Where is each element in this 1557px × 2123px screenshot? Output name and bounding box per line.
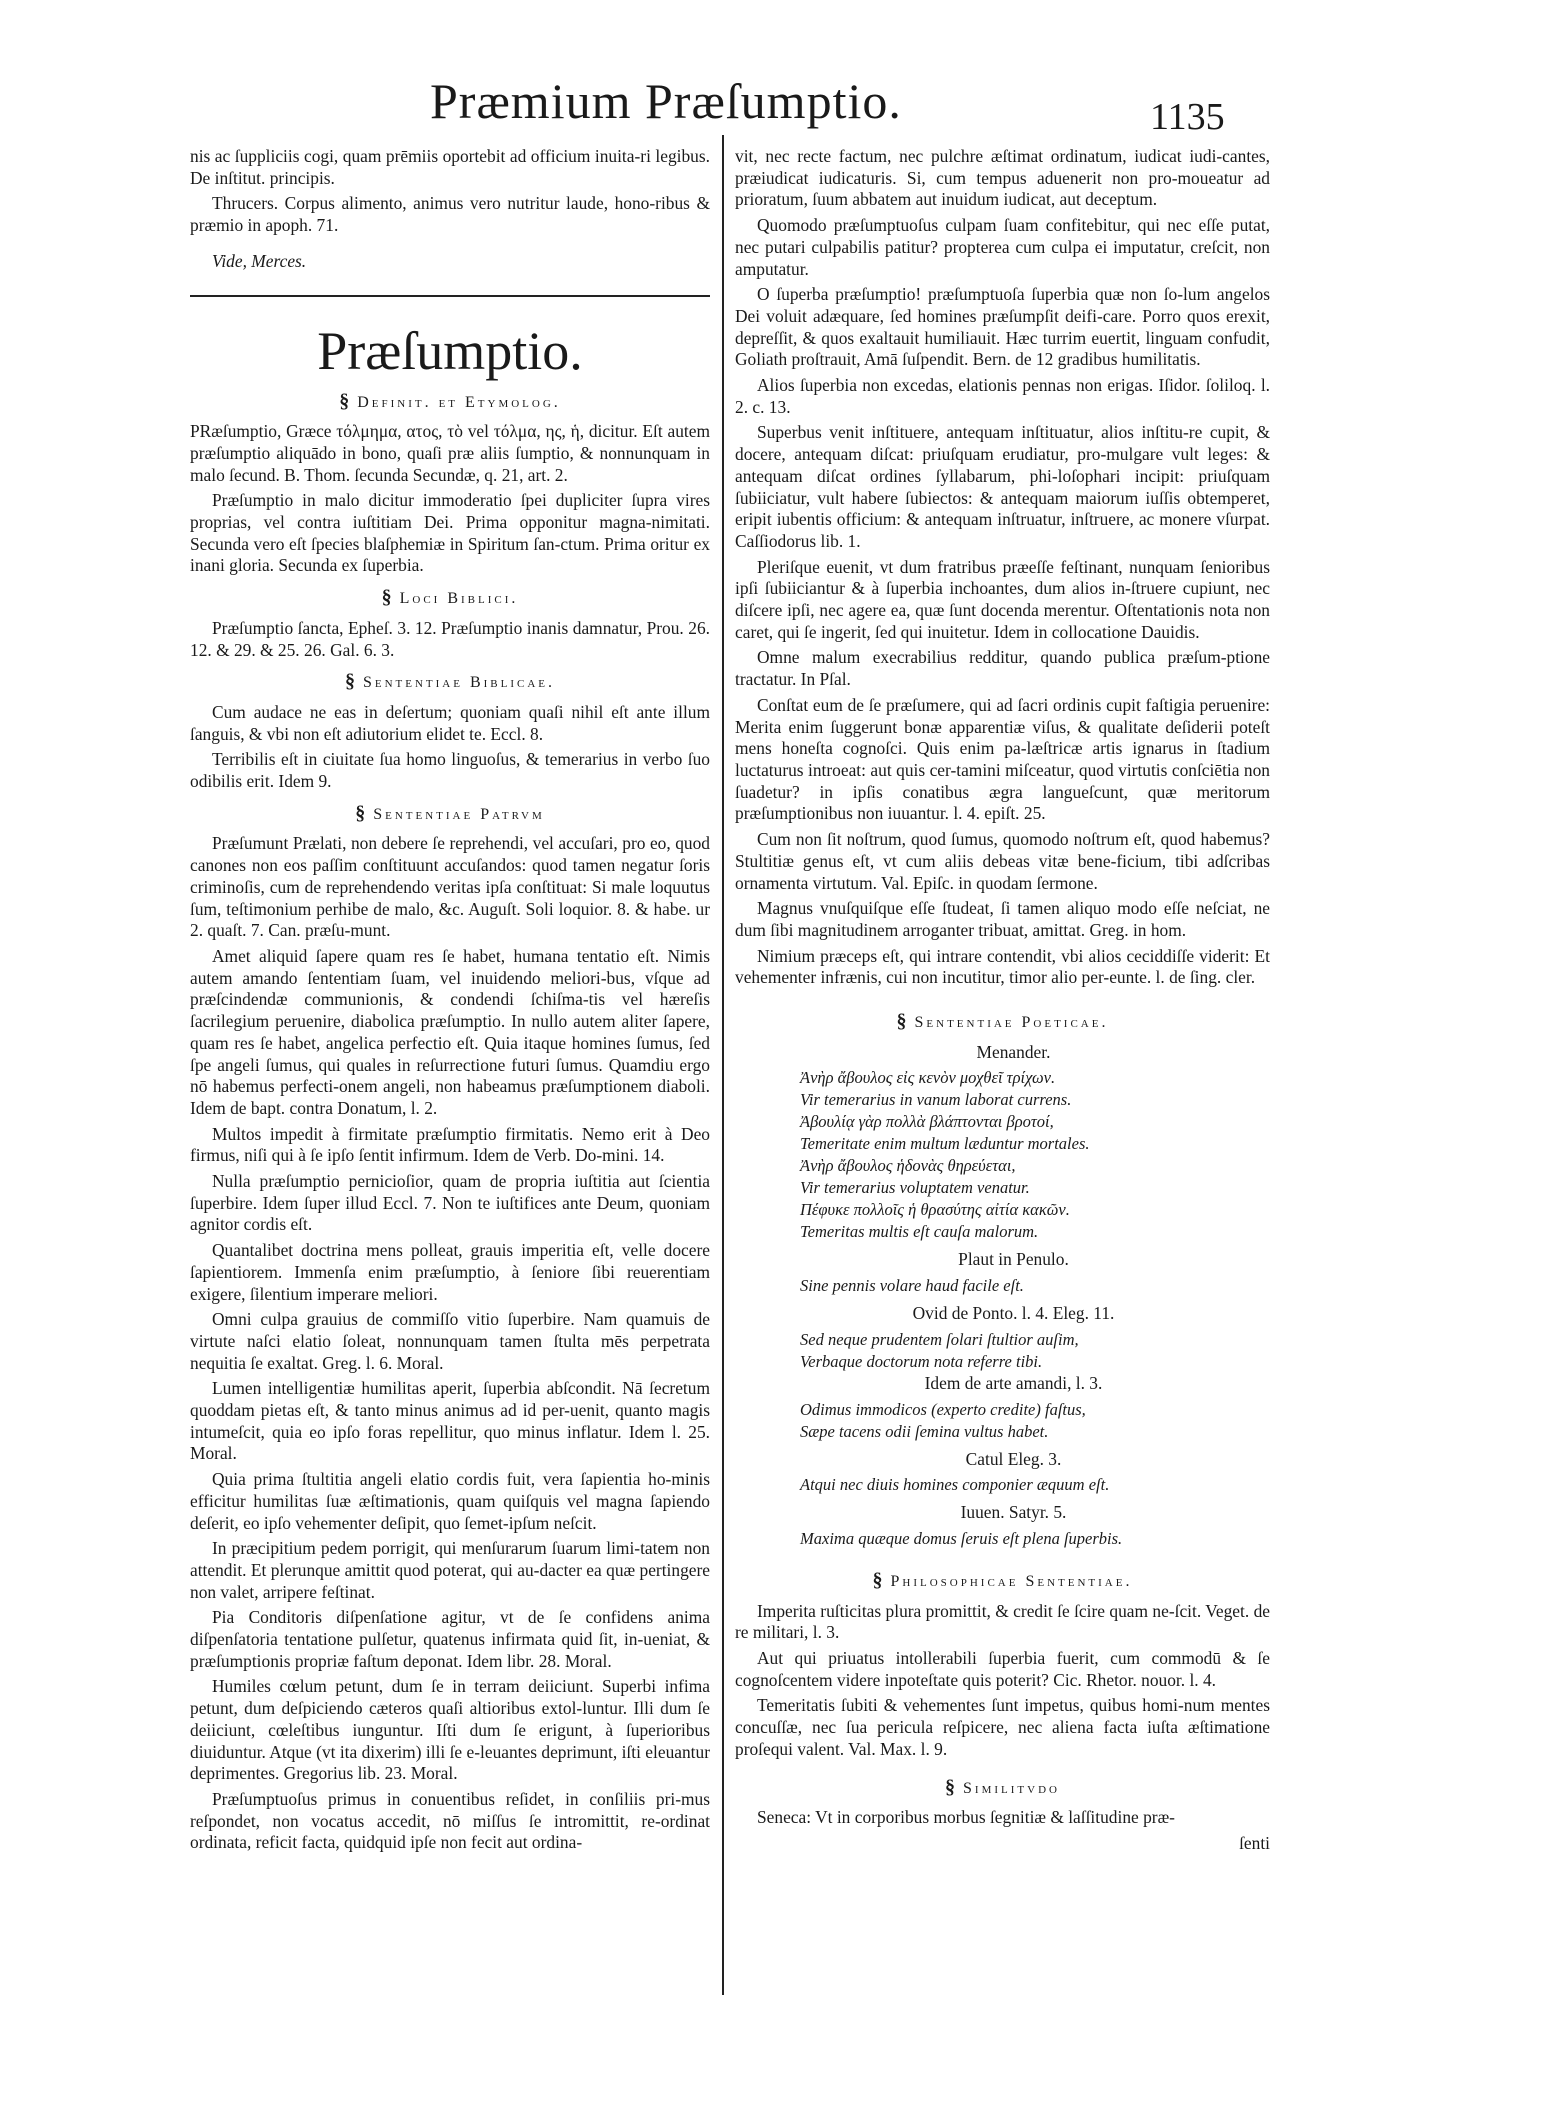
paragraph: In præcipitium pedem porrigit, qui menſurarum ſuarum limi-tatem non attendit. Et plerunque amittit quod poterat, qui au-dacter ea quæ pertingere non valet, arripere feſtinat. bbox=[190, 1538, 710, 1602]
verse-heading: Idem de arte amandi, l. 3. bbox=[924, 1372, 1103, 1393]
pilcrow-icon: § bbox=[339, 389, 350, 412]
paragraph: Pia Conditoris diſpenſatione agitur, vt de ſe confidens anima diſpenſatoria tentatione pulſetur, quatenus infirmata quid ſit, in-ueniat, & præſumptionis propriæ faſtum deponat. Idem libr. 28. Moral. bbox=[190, 1607, 710, 1671]
verse-block-ovid bbox=[735, 1329, 1270, 1373]
section-rule bbox=[190, 295, 710, 297]
section-title: Præſumptio. bbox=[317, 320, 583, 381]
paragraph: Omni culpa grauius de commiſſo vitio ſuperbire. Nam quamuis de virtute naſci elatio ſoleat, nonnunquam tamen ſtulta mēs perpetrata nequitia ſe exaltat. Greg. l. 6. Moral. bbox=[190, 1309, 710, 1373]
verse-heading: Ovid de Ponto. l. 4. Eleg. 11. bbox=[912, 1303, 1115, 1324]
verse-block-menander bbox=[735, 1067, 1270, 1243]
verse-line: Ἀβουλίᾳ γὰρ πολλὰ βλάπτονται βροτοί, bbox=[800, 1112, 1054, 1132]
verse-line: Verbaque doctorum nota referre tibi. bbox=[800, 1351, 1043, 1371]
paragraph: O ſuperba præſumptio! præſumptuoſa ſuperbia quæ non ſo-lum angelos Dei voluit adæquare, ſed homines præſumpſit deifi-care. Porro quos erexit, depreſſit, & quos exaltauit humiliauit. Hæc turrim euertit, linguam confudit, Goliath proſtrauit, Amā ſuſpendit. Bern. de 12 gradibus humilitatis. bbox=[735, 284, 1270, 370]
paragraph: Cum non ſit noſtrum, quod ſumus, quomodo noſtrum eſt, quod habemus? Stultitiæ genus eſt, vt cum aliis debeas vitæ bene-ficium, tibi adſcribas ornamenta virtutum. Val. Epiſc. in quodam ſermone. bbox=[735, 829, 1270, 893]
paragraph: Conſtat eum de ſe præſumere, qui ad ſacri ordinis cupit faſtigia peruenire: Merita enim ſuggerunt bonæ apparentiæ viſus, & qualitate deſiderii poteſt mens honeſta cognoſci. Quis enim pa-læſtricæ artis ignarus in ſtadium luctaturus introeat: aut quis cer-tamini miſceatur, quod virtutis conſciētia non ſuadetur? in ipſis conatibus ægra langueſcunt, quæ meritorum præſumptionibus non iuuantur. l. 4. epiſt. 25. bbox=[735, 694, 1270, 824]
verse-line: Maxima quæque domus ſeruis eſt plena ſuperbis. bbox=[800, 1528, 1123, 1548]
verse-block-catul bbox=[735, 1474, 1270, 1496]
pilcrow-icon: § bbox=[381, 586, 392, 609]
verse-line: Atqui nec diuis homines componier æquum eſt. bbox=[800, 1475, 1110, 1495]
left-column bbox=[190, 146, 710, 1858]
paragraph: Amet aliquid ſapere quam res ſe habet, humana tentatio eſt. Nimis autem amando ſententiam ſuam, vel inuidendo meliori-bus, vſque ad præſcindendæ communionis, & condendi ſchiſma-tis vel hæreſis ſacrilegium peruenire, diabolica præſumptio. In nullo autem aliter ſapere, quam res ſe habet, angelica perfectio eſt. Quia itaque homines ſumus, ſed ſpe angeli ſumus, qui quales in reſurrectione futuri ſumus. Quamdiu ergo nō habemus perfecti-onem angeli, non habeamus præſumptionem diaboli. Idem de bapt. contra Donatum, l. 2. bbox=[190, 945, 710, 1118]
verse-line: Temeritas multis eſt cauſa malorum. bbox=[800, 1222, 1039, 1242]
verse-line: Πέφυκε πολλοῖς ἡ θρασύτης αἰτία κακῶν. bbox=[800, 1200, 1070, 1220]
catchword: ſenti bbox=[1239, 1832, 1270, 1853]
paragraph: Terribilis eſt in ciuitate ſua homo linguoſus, & temerarius in verbo ſuo odibilis erit. Idem 9. bbox=[190, 749, 710, 792]
paragraph: Præſumptio ſancta, Epheſ. 3. 12. Præſumptio inanis damnatur, Prou. 26. 12. & 29. & 25. 26. Gal. 6. 3. bbox=[190, 617, 710, 660]
paragraph: Thrucers. Corpus alimento, animus vero nutritur laude, hono-ribus & præmio in apoph. 71. bbox=[190, 193, 710, 236]
paragraph: vit, nec recte factum, nec pulchre æſtimat ordinatum, iudicat iudi-cantes, præiudicat iudicaturis. Si, cum tempus aduenerit non pro-moueatur ad prioratum, ſuum abbatem aut inuidum iudicat, aut deceptum. bbox=[735, 146, 1270, 210]
paragraph: Temeritatis ſubiti & vehementes ſunt impetus, quibus homi-num mentes concuſſæ, nec ſua pericula reſpicere, nec aliena facta iuſta æſtimatione proſequi valent. Val. Max. l. 9. bbox=[735, 1695, 1270, 1759]
paragraph: Aut qui priuatus intollerabili ſuperbia fuerit, cum commodū & ſe cognoſcentem videre inpoteſtate quis poterit? Cic. Rhetor. nouor. l. 4. bbox=[735, 1648, 1270, 1690]
subheading-philosophicae: § Philosophicae Sententiae. bbox=[872, 1568, 1133, 1591]
page-header-title: Præmium Præſumptio. bbox=[430, 73, 902, 129]
cross-reference: Vide, Merces. bbox=[212, 250, 307, 271]
subheading-poeticae: § Sententiae Poeticae. bbox=[896, 1010, 1109, 1033]
paragraph: Lumen intelligentiæ humilitas aperit, ſuperbia abſcondit. Nā ſecretum quoddam pietas eſt, & tanto minus animus ad id per-uenit, quanto magis intumeſcit, quia eo ipſo foras repellitur, quo minus inflatur. Idem l. 25. Moral. bbox=[190, 1378, 710, 1464]
paragraph: Quomodo præſumptuoſus culpam ſuam confitebitur, qui nec eſſe putat, nec putari culpabilis patitur? propterea cum culpa ei imputatur, creſcit, non amputatur. bbox=[735, 215, 1270, 279]
verse-line: Odimus immodicos (experto credite) faſtus, bbox=[800, 1399, 1086, 1419]
paragraph: Pleriſque euenit, vt dum fratribus præeſſe feſtinant, nunquam ſenioribus ipſi ſubiiciantur & à ſuperbia inchoantes, dum alios in-ſtruere cupiunt, nec diſcere ipſi, nec agere ea, quæ ſunt docenda merentur. Oſtentationis nota non caret, qui ſe ingerit, ſed qui inuitetur. Idem in collocatione Dauidis. bbox=[735, 556, 1270, 642]
verse-line: Ἀνὴρ ἄβουλος ἡδονὰς θηρεύεται, bbox=[800, 1156, 1016, 1176]
paragraph: Præſumptio in malo dicitur immoderatio ſpei dupliciter ſupra vires proprias, vel contra iuſtitiam Dei. Prima opponitur magna-nimitati. Secunda vero eſt ſpecies blaſphemiæ in Spiritum ſan-ctum. Prima oritur ex inani gloria. Secunda ex ſuperbia. bbox=[190, 490, 710, 576]
page-number: 1135 bbox=[1150, 96, 1225, 138]
paragraph: Cum audace ne eas in deſertum; quoniam quaſi nihil eſt ante illum ſanguis, & vbi non eſt adiutorium elidet te. Eccl. 8. bbox=[190, 701, 710, 744]
paragraph: Præſumptuoſus primus in conuentibus reſidet, in conſiliis pri-mus reſpondet, non vocatus accedit, nō miſſus ſe intromittit, re-ordinat ordinata, reficit facta, quidquid ipſe non fecit aut ordina- bbox=[190, 1789, 710, 1853]
verse-block-iuuen bbox=[735, 1528, 1270, 1550]
paragraph: Imperita ruſticitas plura promittit, & credit ſe ſcire quam ne-ſcit. Veget. de re militari, l. 3. bbox=[735, 1600, 1270, 1643]
paragraph: Humiles cœlum petunt, dum ſe in terram deiiciunt. Superbi infima petunt, dum deſpiciendo cæteros quaſi altioribus extol-luntur. Illi dum ſe deiiciunt, cœleſtibus iunguntur. Iſti dum ſe erigunt, à ſuperioribus diuiduntur. Atque (vt ita dixerim) illi ſe e-leuantes deprimunt, iſti eleuantur deprimentes. Gregorius lib. 23. Moral. bbox=[190, 1676, 710, 1784]
paragraph: Quantalibet doctrina mens polleat, grauis imperitia eſt, velle docere ſapientiorem. Immenſa enim præſumptio, à ſeniore ſibi reuerentiam exigere, ſilentium imperare meliori. bbox=[190, 1240, 710, 1304]
pilcrow-icon: § bbox=[355, 801, 366, 824]
pilcrow-icon: § bbox=[945, 1775, 956, 1798]
verse-line: Vir temerarius voluptatem venatur. bbox=[800, 1178, 1030, 1198]
verse-heading: Catul Eleg. 3. bbox=[965, 1448, 1062, 1469]
verse-block-plaut bbox=[735, 1275, 1270, 1297]
verse-line: Sine pennis volare haud facile eſt. bbox=[800, 1276, 1024, 1296]
right-column bbox=[735, 146, 1270, 1855]
verse-line: Sed neque prudentem ſolari ſtultior auſim, bbox=[800, 1329, 1079, 1349]
paragraph: Alios ſuperbia non excedas, elationis pennas non erigas. Iſidor. ſoliloq. l. 2. c. 13. bbox=[735, 375, 1270, 417]
paragraph: Magnus vnuſquiſque eſſe ſtudeat, ſi tamen aliquo modo eſſe neſciat, ne dum ſibi magnitudinem arroganter tribuat, amittat. Greg. in hom. bbox=[735, 898, 1270, 940]
pilcrow-icon: § bbox=[872, 1568, 883, 1591]
verse-block-ovid-2 bbox=[735, 1399, 1270, 1443]
paragraph: PRæſumptio, Græce τόλμημα, ατος, τὸ vel τόλμα, ης, ἡ, dicitur. Eſt autem præſumptio aliquādo in bono, quaſi præ aliis ſumptio, & nonnunquam in malo ſecund. B. Thom. ſecunda Secundæ, q. 21, art. 2. bbox=[190, 421, 710, 485]
column-divider bbox=[722, 135, 724, 1995]
subheading-biblicae: § Sententiae Biblicae. bbox=[344, 670, 556, 693]
paragraph: nis ac ſuppliciis cogi, quam prēmiis oportebit ad officium inuita-ri legibus. De inſtitut. principis. bbox=[190, 146, 710, 188]
pilcrow-icon: § bbox=[344, 670, 355, 693]
verse-heading: Iuuen. Satyr. 5. bbox=[960, 1502, 1067, 1523]
subheading-patrum: § Sententiae Patrvm bbox=[355, 801, 545, 824]
verse-line: Ἀνὴρ ἄβουλος εἰς κενὸν μοχθεῖ τρίχων. bbox=[800, 1068, 1056, 1088]
verse-line: Sæpe tacens odii ſemina vultus habet. bbox=[800, 1421, 1049, 1441]
paragraph: Nimium præceps eſt, qui intrare contendit, vbi alios ceciddiſſe viderit: Et vehementer infrænis, cui non incutitur, timor alio per-eunte. l. de ſing. cler. bbox=[735, 945, 1270, 988]
paragraph: Superbus venit inſtituere, antequam inſtituatur, alios inſtitu-re cupit, & docere, antequam diſcat: priuſquam erudiatur, pro-mulgare vult leges: & antequam diſcat ordines ſyllabarum, phi-loſophari incipit: priuſquam ſubiiciatur, vult habere ſubiectos: & antequam maiorum iuſſis obtemperet, eripit iubentis officium: & antequam inſtruatur, inſtruere, ac monere vſurpat. Caſſiodorus lib. 1. bbox=[735, 422, 1270, 551]
paragraph: Quia prima ſtultitia angeli elatio cordis fuit, vera ſapientia ho-minis efficitur humilitas ſuæ æſtimationis, quam quiſquis vel magna ſapiendo deſerit, eo ipſo vehementer deſipit, quo ſemet-ipſum neſcit. bbox=[190, 1469, 710, 1533]
paragraph: Omne malum execrabilius redditur, quando publica præſum-ptione tractatur. In Pſal. bbox=[735, 647, 1270, 690]
subheading-similitudo: § Similitvdo bbox=[945, 1775, 1060, 1798]
subheading-loci: § Loci Biblici. bbox=[381, 586, 519, 609]
pilcrow-icon: § bbox=[896, 1010, 907, 1033]
paragraph: Nulla præſumptio pernicioſior, quam de propria iuſtitia aut ſcientia ſuperbire. Idem ſuper illud Eccl. 7. Non te iuſtifices ante Deum, quoniam agnitor cordis eſt. bbox=[190, 1171, 710, 1235]
paragraph: Præſumunt Prælati, non debere ſe reprehendi, vel accuſari, pro eo, quod canones non eos paſſim conſtituunt accuſandos: quod tamen negatur ſoris criminoſis, cum de reprehendendo veritas ipſa conſtituat: Si male loquutus ſum, teſtimonium perhibe de malo, &c. Auguſt. Soli loquior. 8. & habe. ur 2. quaſt. 7. Can. præſu-munt. bbox=[190, 833, 710, 941]
paragraph: Multos impedit à firmitate præſumptio firmitatis. Nemo erit à Deo firmus, niſi qui à ſe ipſo ſentit infirmum. Idem de Verb. Do-mini. 14. bbox=[190, 1123, 710, 1166]
subheading-definit: § Definit. et Etymolog. bbox=[339, 389, 561, 412]
verse-line: Temeritate enim multum læduntur mortales. bbox=[800, 1134, 1090, 1154]
paragraph: Seneca: Vt in corporibus morbus ſegnitiæ & laſſitudine præ- bbox=[757, 1807, 1175, 1828]
verse-heading: Plaut in Penulo. bbox=[958, 1249, 1069, 1270]
verse-line: Vir temerarius in vanum laborat currens. bbox=[800, 1090, 1072, 1110]
verse-heading: Menander. bbox=[976, 1041, 1051, 1062]
